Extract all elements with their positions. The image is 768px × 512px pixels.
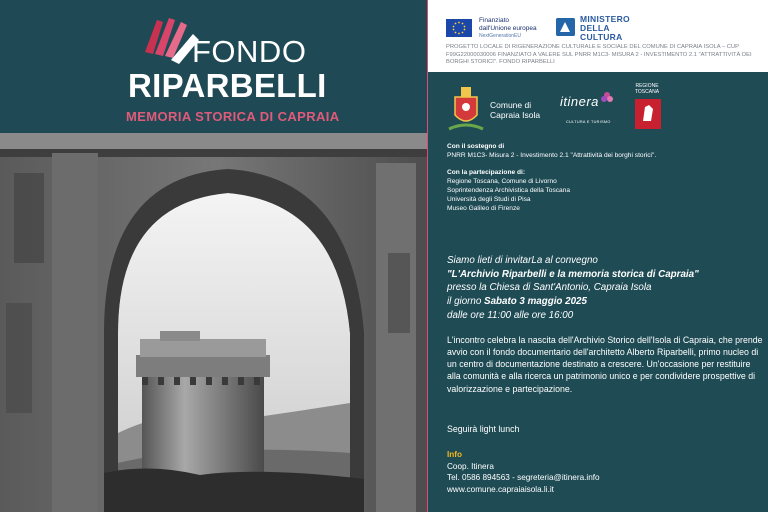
toscana-crest-icon bbox=[635, 99, 661, 129]
event-description: L'incontro celebra la nascita dell'Archivio Storico dell'Isola di Capraia, che prende avvio con il fondo documentario dell'architetto Alberto Riparbelli, primo nucleo di un centro di documentazione destinato a crescere. Un'occasione per restituire alla comunità e alla ricerca un patrimonio unico e per condividere prospettive di valorizzazione e partecipazione. bbox=[447, 335, 763, 394]
support-label: Con il sostegno di bbox=[447, 143, 505, 150]
event-location: presso la Chiesa di Sant'Antonio, Capraia Isola bbox=[447, 282, 652, 294]
brand-subtitle: MEMORIA STORICA DI CAPRAIA bbox=[126, 109, 340, 124]
ministry-line3: CULTURA bbox=[580, 31, 623, 42]
regione-toscana-label bbox=[632, 84, 662, 95]
brand-header bbox=[0, 0, 428, 133]
eu-line1: Finanziato bbox=[479, 17, 509, 24]
project-description: PROGETTO LOCALE DI RIGENERAZIONE CULTURALE E SOCIALE DEL COMUNE DI CAPRAIA ISOLA – CUP F99G22000030006 FINANZIATO A VALERE SUL PNRR M1C3- MISURA 2 - INVESTIMENTO 2.1 "ATTRATTIVITÀ DEI BORGHI STORICI". FONDO RIPARBELLI bbox=[446, 44, 752, 66]
participation-item: Soprintendenza Archivistica della Toscana bbox=[447, 187, 571, 195]
ministry-line2: DELLA bbox=[580, 22, 610, 33]
toscana-line1: REGIONE bbox=[635, 83, 659, 89]
info-section bbox=[447, 449, 600, 496]
invite-intro: Siamo lieti di invitarLa al convegno bbox=[447, 255, 598, 266]
support-section bbox=[447, 143, 757, 161]
comune-capraia-text bbox=[490, 100, 540, 120]
archway-tower-photo bbox=[0, 133, 428, 512]
comune-line1: Comune di bbox=[490, 100, 532, 110]
eu-line3: NextGenerationEU bbox=[479, 32, 521, 39]
event-date-line bbox=[447, 295, 765, 309]
participation-item: Regione Toscana, Comune di Livorno bbox=[447, 178, 557, 186]
ministry-text bbox=[580, 15, 630, 42]
ministry-logo-icon bbox=[556, 18, 575, 36]
eu-line2: dall'Unione europea bbox=[479, 24, 537, 32]
ministry-line1: MINISTERO bbox=[580, 14, 630, 24]
participation-label: Con la partecipazione di: bbox=[447, 169, 526, 176]
funding-banner bbox=[428, 0, 768, 72]
right-panel bbox=[428, 0, 768, 512]
comune-line2: Capraia Isola bbox=[490, 110, 541, 121]
info-organization: Coop. Itinera bbox=[447, 461, 494, 471]
participation-item: Museo Galileo di Firenze bbox=[447, 205, 520, 213]
eu-funding-text bbox=[479, 17, 537, 39]
brand-riparbelli: RIPARBELLI bbox=[128, 67, 327, 104]
participation-section bbox=[447, 168, 757, 213]
itinera-subtitle: CULTURA E TURISMO bbox=[566, 120, 611, 124]
support-text: PNRR M1C3- Misura 2 - Investimento 2.1 "Attrattività dei borghi storici". bbox=[447, 151, 657, 159]
invitation-block bbox=[447, 254, 765, 323]
capraia-coat-of-arms-icon bbox=[447, 85, 485, 133]
event-date: Sabato 3 maggio 2025 bbox=[484, 296, 587, 308]
participation-item: Università degli Studi di Pisa bbox=[447, 196, 531, 204]
itinera-logo: itinera bbox=[560, 94, 599, 109]
event-time: dalle ore 11:00 alle ore 16:00 bbox=[447, 309, 574, 321]
toscana-line2: TOSCANA bbox=[634, 88, 660, 95]
itinera-flower-icon bbox=[600, 91, 614, 105]
event-title: "L'Archivio Riparbelli e la memoria storica di Capraia" bbox=[447, 268, 699, 280]
info-label: Info bbox=[447, 450, 463, 459]
info-contact[interactable]: Tel. 0586 894563 - segreteria@itinera.info bbox=[447, 473, 600, 483]
brand-fondo: FONDO bbox=[192, 34, 307, 69]
partner-logos bbox=[428, 80, 768, 140]
info-website-link[interactable]: www.comune.capraiaisola.li.it bbox=[447, 484, 554, 494]
lunch-note: Seguirà light lunch bbox=[447, 424, 520, 434]
event-date-prefix: il giorno bbox=[447, 296, 485, 308]
eu-flag-icon bbox=[446, 19, 472, 37]
